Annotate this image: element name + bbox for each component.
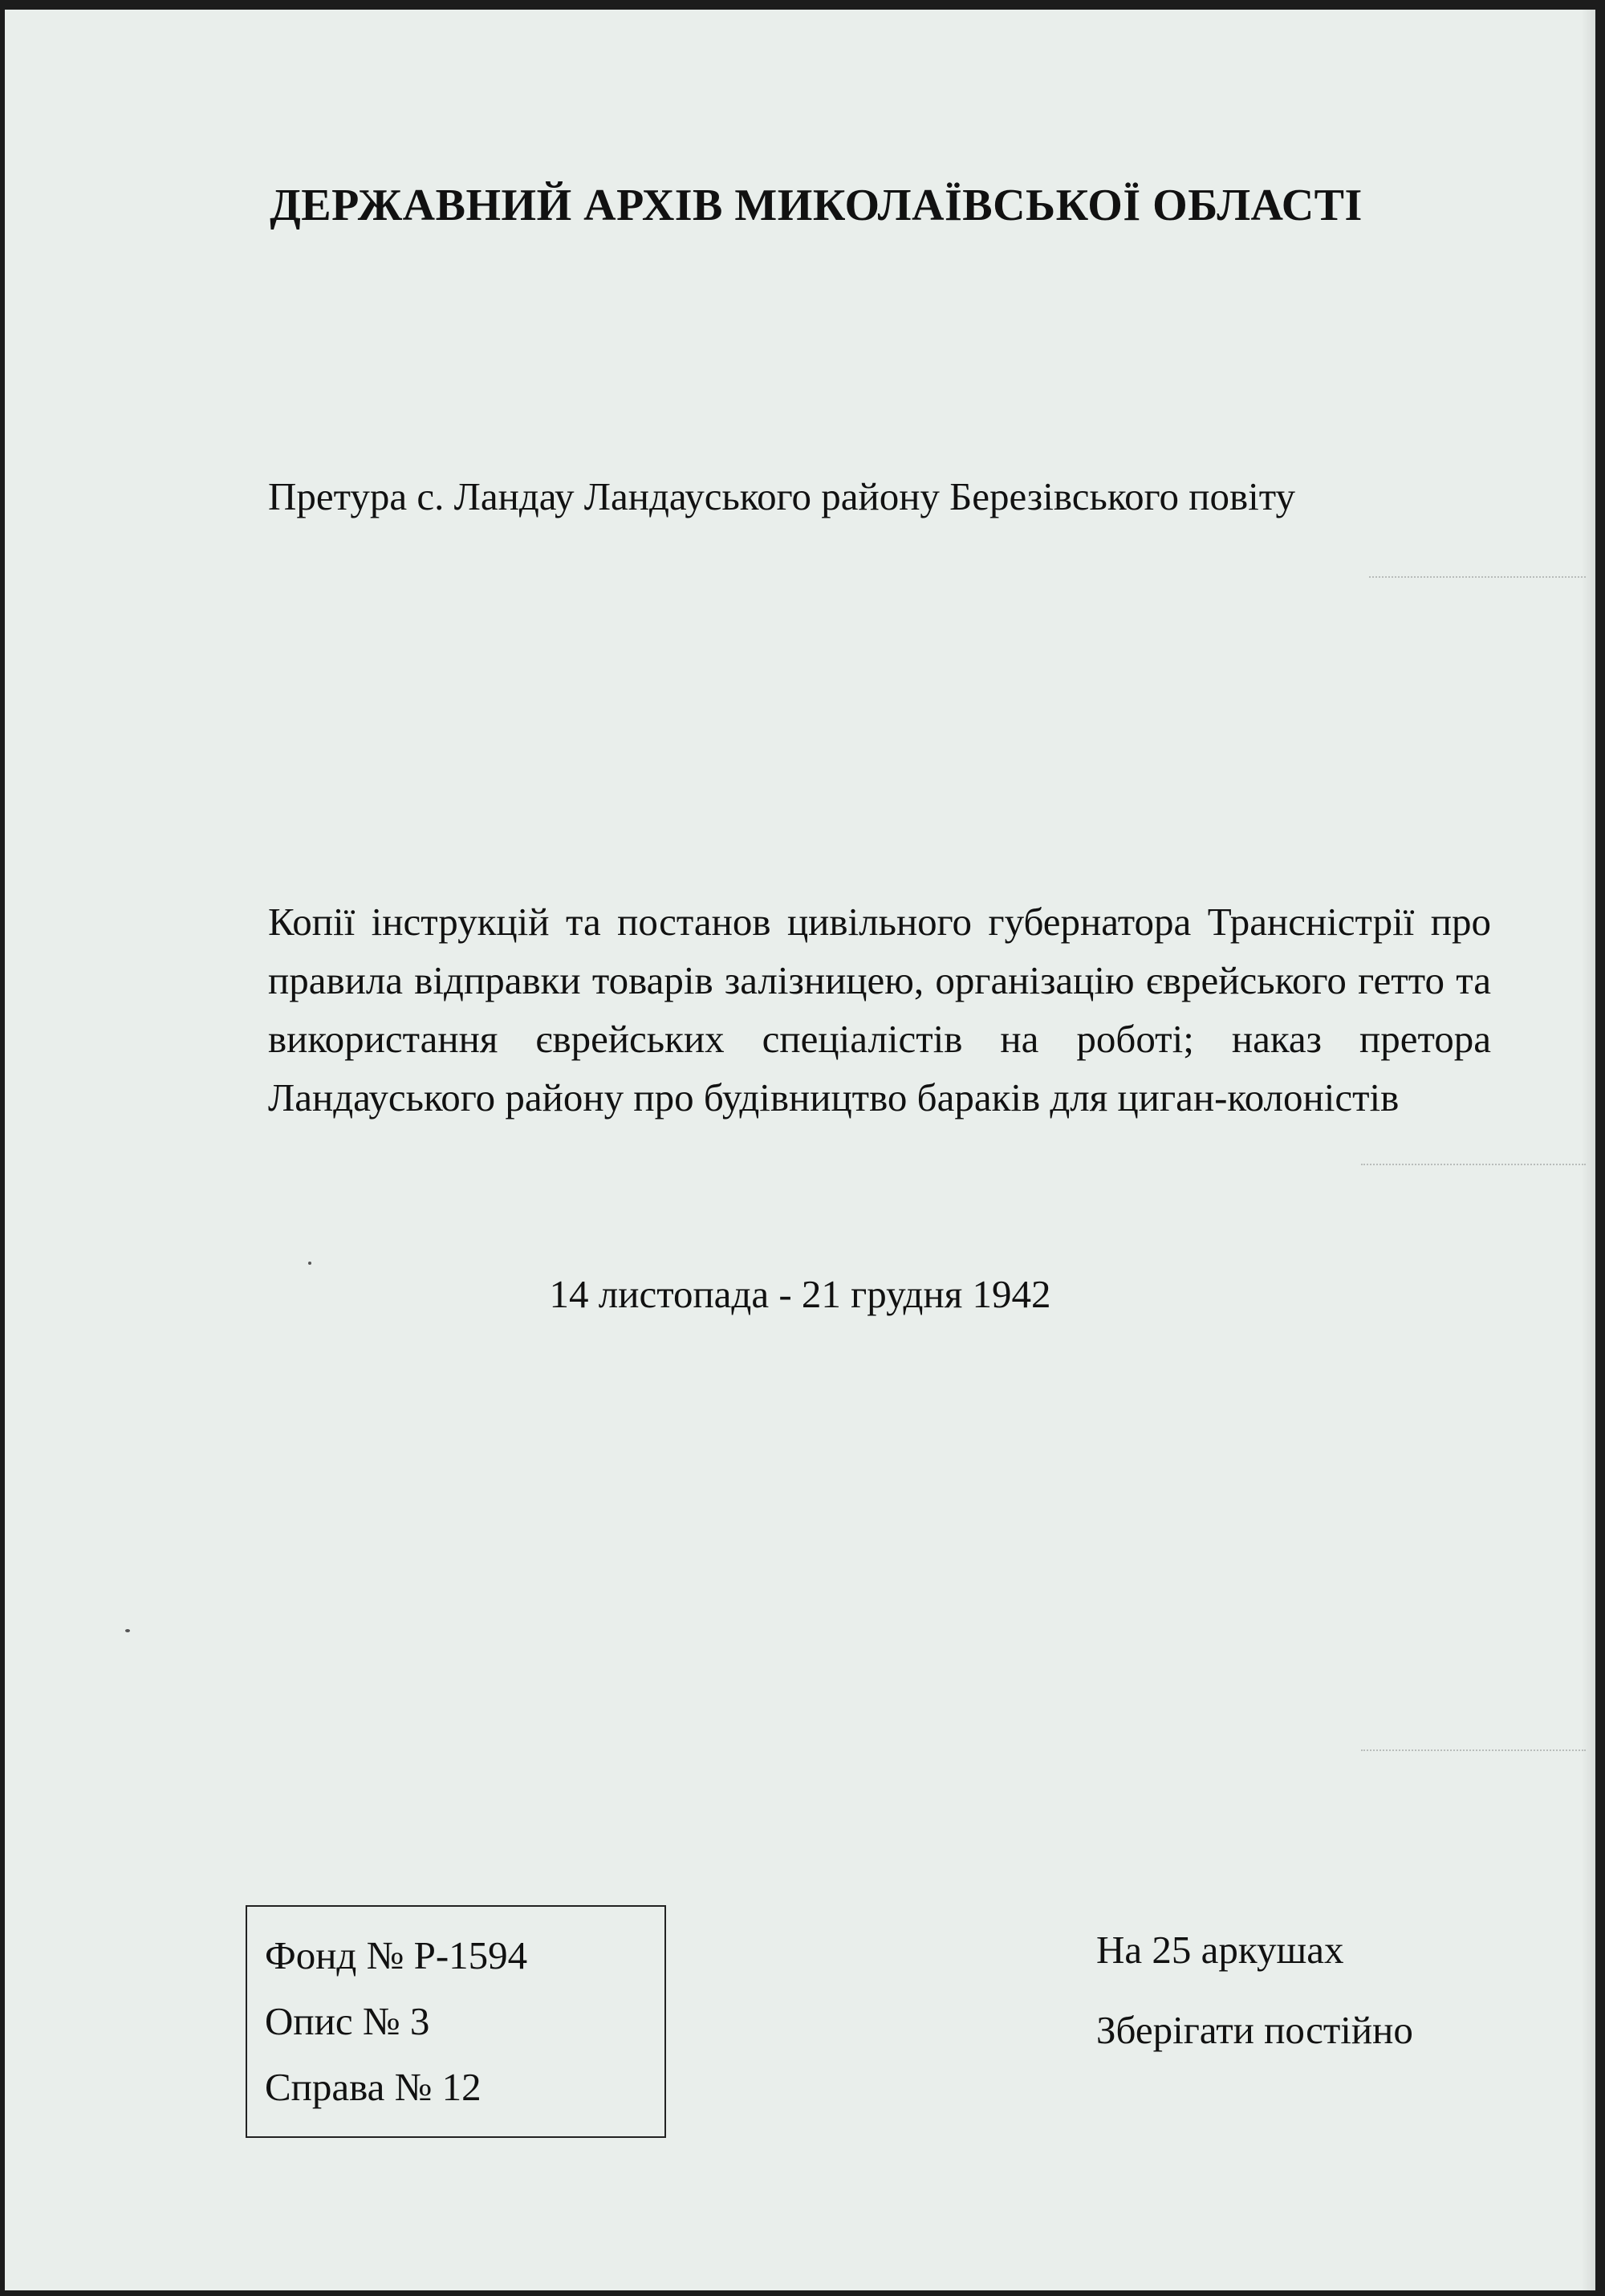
paper-speck xyxy=(125,1629,130,1632)
reference-box xyxy=(246,1905,666,2138)
page-edge-shadow xyxy=(1581,10,1595,2290)
paper-fold-mark xyxy=(1361,1164,1586,1166)
sprava-number: Справа № 12 xyxy=(265,2065,482,2109)
fond-number: Фонд № Р-1594 xyxy=(265,1933,528,1977)
file-description: Копії інструкцій та постанов цивільного губернатора Трансністрії про правила відправки товарів залізницею, організацію єврейського гетто та використання єврейських спеціалістів на роботі; наказ претора Ландауського району про будівництво бараків для циган-колоністів xyxy=(268,900,1491,1120)
institution-name: Претура с. Ландау Ландауського району Березівського повіту xyxy=(268,474,1296,518)
date-range: 14 листопада - 21 грудня 1942 xyxy=(549,1272,1051,1316)
paper-speck xyxy=(308,1262,311,1265)
opys-number: Опис № 3 xyxy=(265,1999,430,2043)
sheet-count: На 25 аркушах xyxy=(1096,1928,1344,1972)
paper-fold-mark xyxy=(1369,576,1586,579)
document-page xyxy=(5,10,1595,2290)
archive-title: ДЕРЖАВНИЙ АРХІВ МИКОЛАЇВСЬКОЇ ОБЛАСТІ xyxy=(270,181,1363,230)
storage-term: Зберігати постійно xyxy=(1096,2008,1413,2052)
paper-fold-mark xyxy=(1361,1749,1586,1752)
sheets-info xyxy=(1096,1910,1413,2070)
